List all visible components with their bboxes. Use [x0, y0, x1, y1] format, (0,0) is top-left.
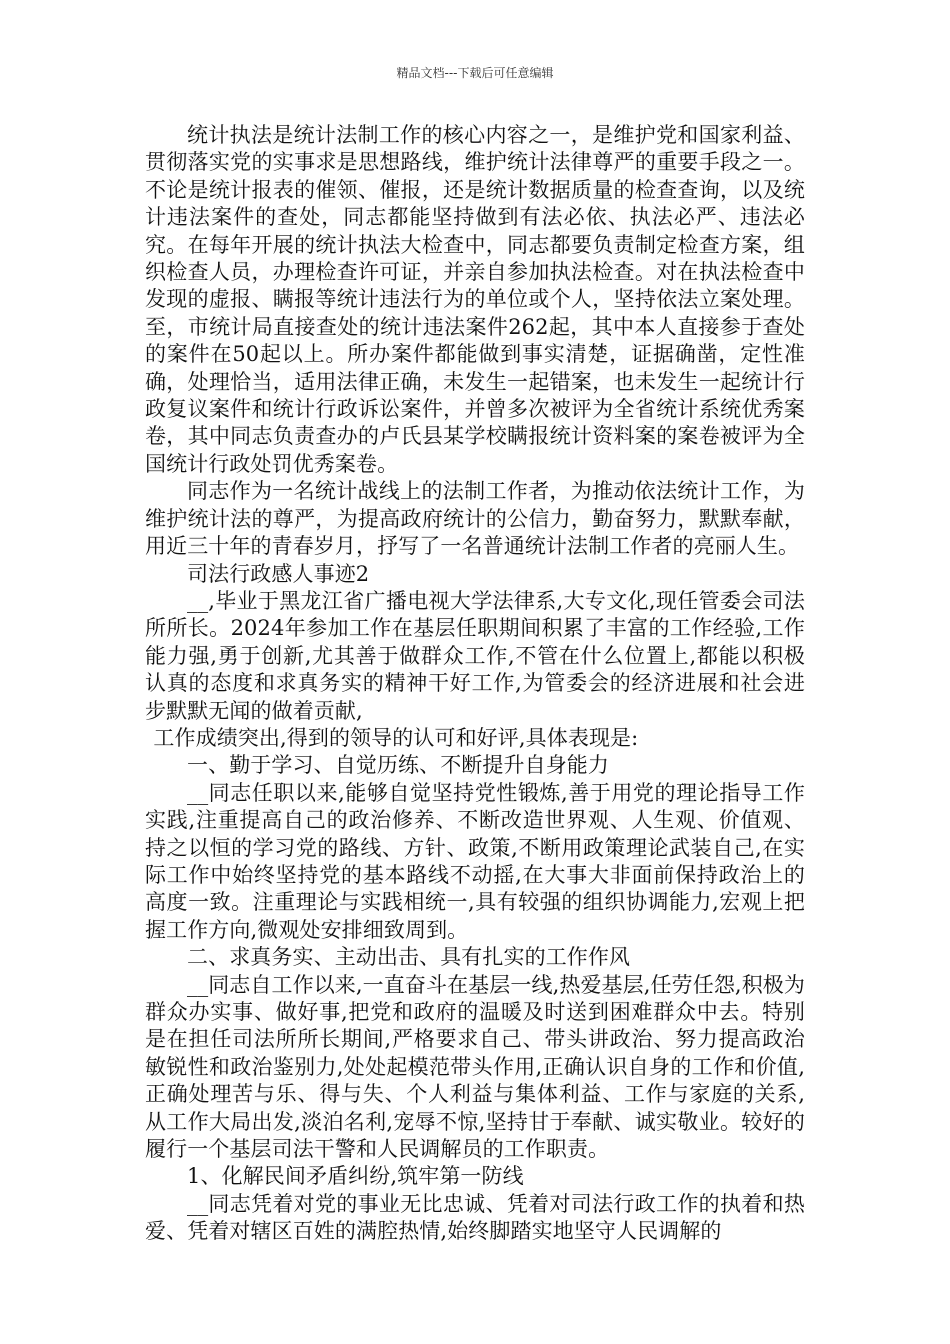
paragraph-legal-worker-summary: 同志作为一名统计战线上的法制工作者，为推动依法统计工作，为维护统计法的尊严，为提高政府统计的公信力，勤奋努力，默默奉献，用近三十年的青春岁月，抒写了一名普通统计法制工作者的亮丽人生。 [145, 479, 805, 559]
section-heading-deeds-2: 司法行政感人事迹2 [187, 561, 370, 586]
paragraph-statistics-enforcement: 统计执法是统计法制工作的核心内容之一，是维护党和国家利益、贯彻落实党的实事求是思想路线，维护统计法律尊严的重要手段之一。不论是统计报表的催领、催报，还是统计数据质量的检查查询，以及统计违法案件的查处，同志都能坚持做到有法必依、执法必严、违法必究。在每年开展的统计执法大检查中，同志都要负责制定检查方案，组织检查人员，办理检查许可证，并亲自参加执法检查。对在执法检查中发现的虚报、瞒报等统计违法行为的单位或个人，坚持依法立案处理。至，市统计局直接查处的统计违法案件262起，其中本人直接参于查处的案件在50起以上。所办案件都能做到事实清楚，证据确凿，定性准确，处理恰当，适用法律正确，未发生一起错案，也未发生一起统计行政复议案件和统计行政诉讼案件，并曾多次被评为全省统计系统优秀案卷，其中同志负责查办的卢氏县某学校瞒报统计资料案的案卷被评为全国统计行政处罚优秀案卷。 [145, 123, 805, 476]
paragraph-work-style: __同志自工作以来,一直奋斗在基层一线,热爱基层,任劳任怨,积极为群众办实事、做好事,把党和政府的温暖及时送到困难群众中去。特别是在担任司法所所长期间,严格要求自己、带头讲政治、努力提高政治敏锐性和政治鉴别力,处处起模范带头作用,正确认识自身的工作和价值,正确处理苦与乐、得与失、个人利益与集体利益、工作与家庭的关系,从工作大局出发,淡泊名利,宠辱不惊,坚持甘于奉献、诚实敬业。较好的履行一个基层司法干警和人民调解员的工作职责。 [145, 972, 805, 1162]
document-body [145, 122, 805, 1246]
heading-study: 一、勤于学习、自觉历练、不断提升自身能力 [187, 753, 609, 778]
heading-dispute-resolution: 1、化解民间矛盾纠纷,筑牢第一防线 [187, 1164, 524, 1189]
paragraph-study: __同志任职以来,能够自觉坚持党性锻炼,善于用党的理论指导工作实践,注重提高自己的政治修养、不断改造世界观、人生观、价值观、持之以恒的学习党的路线、方针、政策,不断用政策理论武装自己,在实际工作中始终坚持党的基本路线不动摇,在大事大非面前保持政治上的高度一致。注重理论与实践相统一,具有较强的组织协调能力,宏观上把握工作方向,微观处安排细致周到。 [145, 780, 805, 942]
paragraph-profile: __,毕业于黑龙江省广播电视大学法律系,大专文化,现任管委会司法所所长。2024年参加工作在基层任职期间积累了丰富的工作经验,工作能力强,勇于创新,尤其善于做群众工作,不管在什么位置上,都能以积极认真的态度和求真务实的精神干好工作,为管委会的经济进展和社会进步默默无闻的做着贡献, [145, 588, 805, 723]
paragraph-dispute-resolution: __同志凭着对党的事业无比忠诚、凭着对司法行政工作的执着和热爱、凭着对辖区百姓的满腔热情,始终脚踏实地坚守人民调解的 [145, 1191, 805, 1244]
paragraph-achievements-intro: 工作成绩突出,得到的领导的认可和好评,具体表现是: [153, 725, 639, 750]
heading-work-style: 二、求真务实、主动出击、具有扎实的工作作风 [187, 945, 631, 970]
page-header: 精品文档---下载后可任意编辑 [396, 66, 554, 80]
